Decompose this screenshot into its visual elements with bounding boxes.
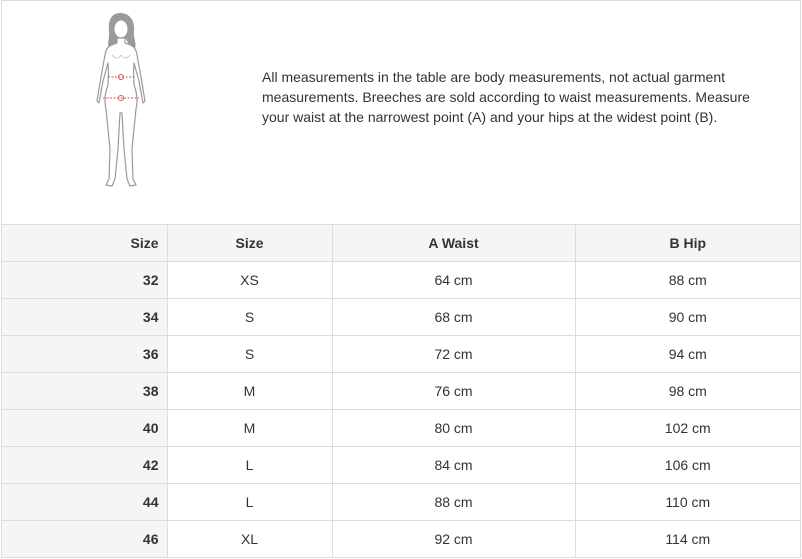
table-row	[2, 373, 800, 410]
hip-cell: 94 cm	[575, 336, 800, 373]
size-letter-cell: S	[167, 336, 332, 373]
table-row	[2, 299, 800, 336]
waist-cell: 68 cm	[332, 299, 575, 336]
header-hip: B Hip	[575, 225, 800, 262]
table-row	[2, 484, 800, 521]
waist-cell: 76 cm	[332, 373, 575, 410]
size-letter-cell: L	[167, 447, 332, 484]
table-row	[2, 336, 800, 373]
table-row	[2, 410, 800, 447]
size-number-cell: 42	[2, 447, 167, 484]
size-letter-cell: M	[167, 410, 332, 447]
size-chart	[1, 0, 801, 558]
size-number-cell: 44	[2, 484, 167, 521]
waist-cell: 80 cm	[332, 410, 575, 447]
size-chart-intro	[2, 1, 800, 225]
female-body-measurement-icon	[90, 9, 152, 191]
table-row	[2, 521, 800, 558]
size-number-cell: 36	[2, 336, 167, 373]
waist-cell: 88 cm	[332, 484, 575, 521]
waist-cell: 72 cm	[332, 336, 575, 373]
size-letter-cell: XS	[167, 262, 332, 299]
size-letter-cell: S	[167, 299, 332, 336]
waist-cell: 64 cm	[332, 262, 575, 299]
size-letter-cell: L	[167, 484, 332, 521]
header-size-letter: Size	[167, 225, 332, 262]
measurement-instructions: All measurements in the table are body measurements, not actual garment measurements. Breeches are sold according to waist measurements. Measure your waist at the narrowest point (A) and your hips at the widest point (B).	[262, 69, 750, 125]
hip-cell: 102 cm	[575, 410, 800, 447]
waist-cell: 92 cm	[332, 521, 575, 558]
size-number-cell: 38	[2, 373, 167, 410]
size-number-cell: 32	[2, 262, 167, 299]
size-number-cell: 40	[2, 410, 167, 447]
table-row	[2, 262, 800, 299]
size-table	[2, 225, 800, 557]
header-size-number: Size	[2, 225, 167, 262]
waist-cell: 84 cm	[332, 447, 575, 484]
hip-cell: 110 cm	[575, 484, 800, 521]
size-letter-cell: M	[167, 373, 332, 410]
hip-cell: 114 cm	[665, 531, 711, 547]
table-row	[2, 447, 800, 484]
hip-cell: 98 cm	[575, 373, 800, 410]
hip-cell: 106 cm	[575, 447, 800, 484]
size-number-cell: 46	[2, 521, 167, 558]
size-number-cell: 34	[2, 299, 167, 336]
size-letter-cell: XL	[167, 521, 332, 558]
hip-cell: 88 cm	[575, 262, 800, 299]
header-waist: A Waist	[332, 225, 575, 262]
table-header-row	[2, 225, 800, 262]
hip-cell: 90 cm	[575, 299, 800, 336]
